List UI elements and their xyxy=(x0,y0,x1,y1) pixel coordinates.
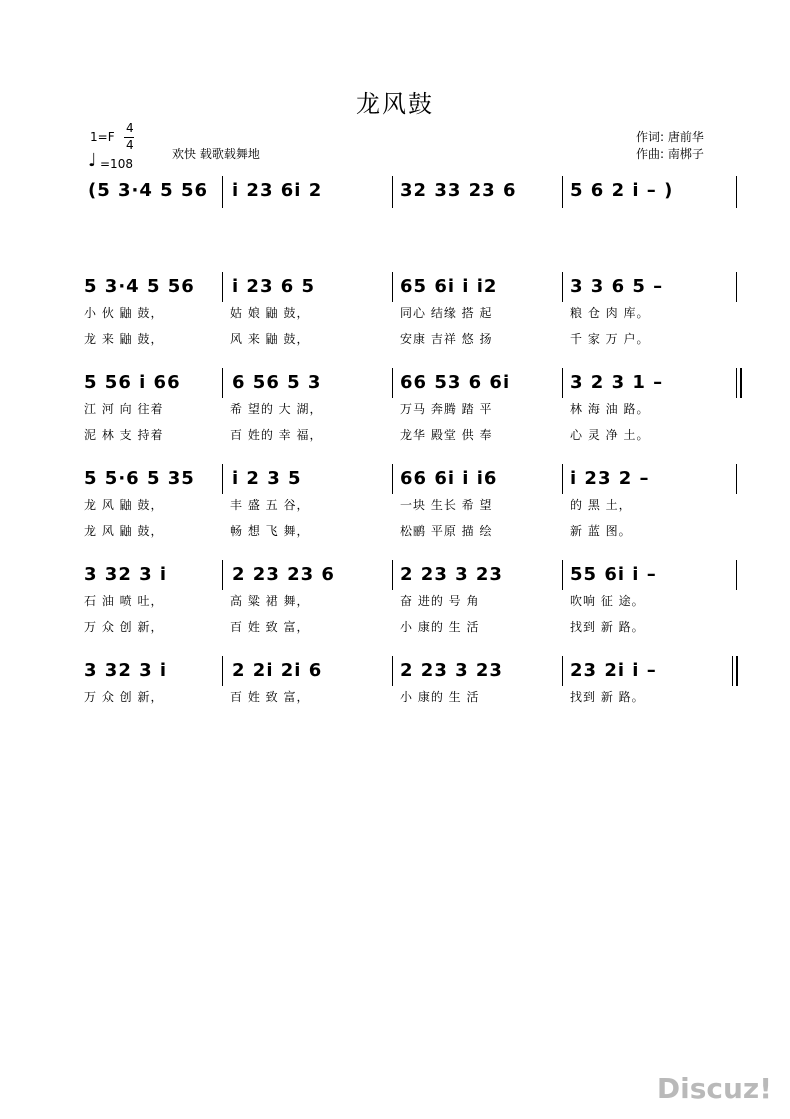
lyric: 百 姓 致 富， xyxy=(230,690,310,704)
lyric: 的 黑 土， xyxy=(570,498,632,512)
measure: 65 6i i i2 xyxy=(400,276,498,297)
measure: 32 33 23 6 xyxy=(400,180,517,201)
lyric: 希 望的 大 湖， xyxy=(230,402,323,416)
lyric: 小 伙 鼬 鼓， xyxy=(84,306,164,320)
lyric: 泥 林 支 持着 xyxy=(84,428,164,442)
final-barline-thick xyxy=(736,656,738,686)
lyric: 新 蓝 图。 xyxy=(570,524,632,538)
tempo: =108 xyxy=(100,157,133,171)
lyric: 江 河 向 往着 xyxy=(84,402,164,416)
lyric: 丰 盛 五 谷， xyxy=(230,498,310,512)
barline xyxy=(562,560,563,590)
barline xyxy=(736,176,737,208)
watermark: Discuz! xyxy=(656,1072,772,1105)
repeat-barline xyxy=(736,560,737,590)
lyric: 龙 风 鼬 鼓， xyxy=(84,498,164,512)
lyric: 松鹂 平原 描 绘 xyxy=(400,524,493,538)
lyric: 千 家 万 户。 xyxy=(570,332,650,346)
measure: 5 3·4 5 56 xyxy=(84,276,195,297)
barline xyxy=(562,656,563,686)
lyric: 一块 生长 希 望 xyxy=(400,498,493,512)
lyric: 龙 来 鼬 鼓， xyxy=(84,332,164,346)
measure: 66 53 6 6i xyxy=(400,372,511,393)
lyric: 高 粱 裙 舞， xyxy=(230,594,310,608)
lyric: 粮 仓 肉 库。 xyxy=(570,306,650,320)
barline xyxy=(222,560,223,590)
measure: 5 5·6 5 35 xyxy=(84,468,195,489)
barline xyxy=(222,272,223,302)
time-signature-top: 4 xyxy=(126,121,134,135)
time-signature-bottom: 4 xyxy=(126,138,134,152)
measure: 2 2i 2i 6 xyxy=(232,660,323,681)
measure: 23 2i i – xyxy=(570,660,657,681)
measure: 6 56 5 3 xyxy=(232,372,322,393)
final-barline xyxy=(732,656,733,686)
measure: 66 6i i i6 xyxy=(400,468,498,489)
barline xyxy=(562,272,563,302)
lyricist-credit: 作词: 唐前华 xyxy=(636,130,704,144)
lyric: 林 海 油 路。 xyxy=(570,402,650,416)
measure: 5 6 2 i – ) xyxy=(570,180,674,201)
lyric: 百 姓的 幸 福， xyxy=(230,428,323,442)
measure: 3 3 6 5 – xyxy=(570,276,664,297)
barline xyxy=(562,176,563,208)
barline xyxy=(736,464,737,494)
measure: 2 23 3 23 xyxy=(400,660,503,681)
lyric: 万马 奔腾 踏 平 xyxy=(400,402,493,416)
lyric: 百 姓 致 富， xyxy=(230,620,310,634)
barline xyxy=(222,368,223,398)
key-signature: 1=F xyxy=(90,130,115,144)
lyric: 奋 进的 号 角 xyxy=(400,594,480,608)
lyric: 畅 想 飞 舞， xyxy=(230,524,310,538)
barline xyxy=(222,176,223,208)
barline xyxy=(222,656,223,686)
measure: (5 3·4 5 56 xyxy=(88,180,209,201)
measure: i 2 3 5 xyxy=(232,468,302,489)
measure: 2 23 3 23 xyxy=(400,564,503,585)
repeat-barline-thick xyxy=(740,368,742,398)
barline xyxy=(392,560,393,590)
barline xyxy=(736,272,737,302)
lyric: 找到 新 路。 xyxy=(570,620,645,634)
lyric: 姑 娘 鼬 鼓， xyxy=(230,306,310,320)
lyric: 小 康的 生 活 xyxy=(400,690,480,704)
lyric: 心 灵 净 土。 xyxy=(570,428,650,442)
measure: i 23 6 5 xyxy=(232,276,316,297)
measure: i 23 2 – xyxy=(570,468,650,489)
lyric: 安康 吉祥 悠 扬 xyxy=(400,332,493,346)
measure: 55 6i i – xyxy=(570,564,657,585)
lyric: 龙华 殿堂 供 奉 xyxy=(400,428,493,442)
barline xyxy=(392,656,393,686)
lyric: 找到 新 路。 xyxy=(570,690,645,704)
measure: 3 32 3 i xyxy=(84,660,168,681)
lyric: 小 康的 生 活 xyxy=(400,620,480,634)
expression-marking: 欢快 载歌载舞地 xyxy=(172,147,260,161)
lyric: 石 油 喷 吐， xyxy=(84,594,164,608)
measure: 3 32 3 i xyxy=(84,564,168,585)
barline xyxy=(392,272,393,302)
lyric: 吹响 征 途。 xyxy=(570,594,645,608)
barline xyxy=(392,176,393,208)
quarter-note-icon: ♩ xyxy=(88,150,97,171)
page-title: 龙风鼓 xyxy=(356,90,434,118)
measure: i 23 6i 2 xyxy=(232,180,323,201)
barline xyxy=(562,368,563,398)
composer-credit: 作曲: 南梆子 xyxy=(636,147,704,161)
barline xyxy=(222,464,223,494)
measure: 5 56 i 66 xyxy=(84,372,181,393)
lyric: 万 众 创 新， xyxy=(84,620,164,634)
lyric: 风 来 鼬 鼓， xyxy=(230,332,310,346)
measure: 3 2 3 1 – xyxy=(570,372,664,393)
lyric: 同心 结缘 搭 起 xyxy=(400,306,493,320)
lyric: 龙 风 鼬 鼓， xyxy=(84,524,164,538)
repeat-barline xyxy=(736,368,737,398)
measure: 2 23 23 6 xyxy=(232,564,335,585)
barline xyxy=(392,368,393,398)
lyric: 万 众 创 新， xyxy=(84,690,164,704)
barline xyxy=(562,464,563,494)
barline xyxy=(392,464,393,494)
